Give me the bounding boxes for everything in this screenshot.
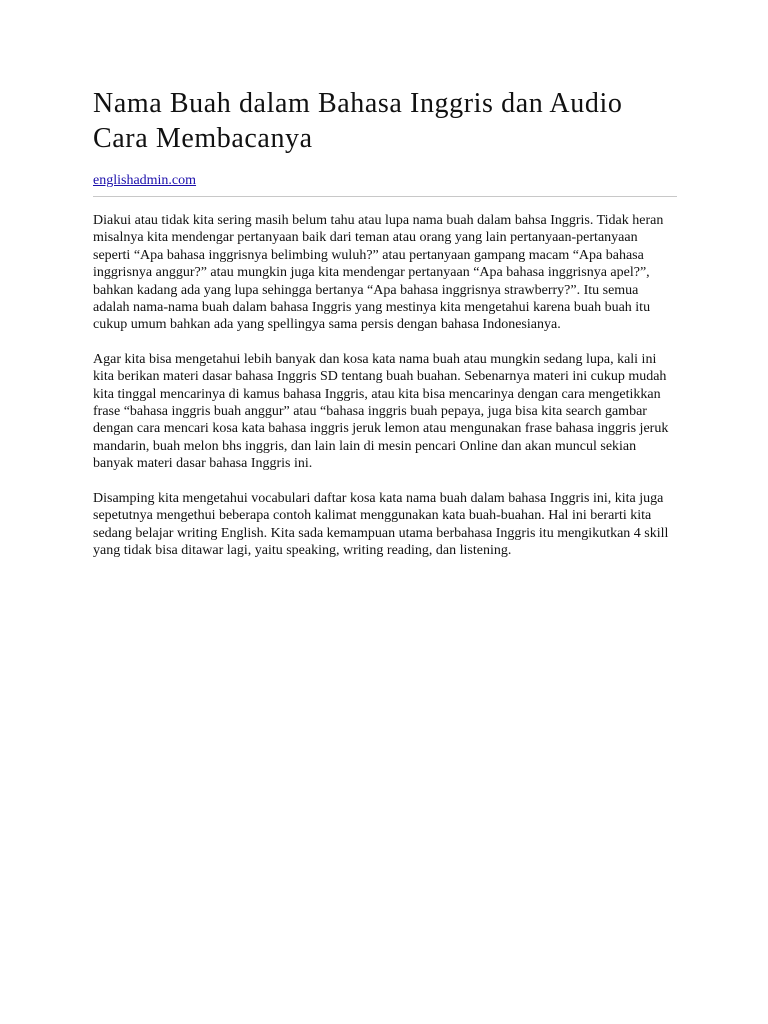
header-divider [93, 196, 677, 197]
paragraph-2: Agar kita bisa mengetahui lebih banyak dan kosa kata nama buah atau mungkin sedang lupa, kali ini kita berikan materi dasar bahasa Inggris SD tentang buah buahan. Sebenarnya materi ini cukup mudah kita tinggal mencarinya di kamus bahasa Inggris, atau kita bisa mencarinya dengan cara mengetikkan frase “bahasa inggris buah anggur” atau “bahasa inggris buah pepaya, juga bisa kita search gambar dengan cara mencari kosa kata bahasa inggris jeruk lemon atau mengunakan frase bahasa inggris jeruk mandarin, buah melon bhs inggris, dan lain lain di mesin pencari Online dan akan muncul sekian banyak materi dasar bahasa Inggris ini. [93, 351, 669, 472]
paragraph-1: Diakui atau tidak kita sering masih belum tahu atau lupa nama buah dalam bahsa Inggris. Tidak heran misalnya kita mendengar pertanyaan baik dari teman atau orang yang lain pertanyaan-pertanyaan seperti “Apa bahasa inggrisnya belimbing wuluh?” atau pertanyaan gampang macam “Apa bahasa inggrisnya anggur?” atau mungkin juga kita mendengar pertanyaan “Apa bahasa inggrisnya apel?”, bahkan kadang ada yang lupa sehingga bertanya “Apa bahasa inggrisnya strawberry?”. Itu semua adalah nama-nama buah dalam bahasa Inggris yang mestinya kita mengetahui karena buah buah itu cukup umum bahkan ada yang spellingya sama persis dengan bahasa Indonesianya. [93, 213, 664, 333]
article-body [93, 212, 677, 559]
article-title: Nama Buah dalam Bahasa Inggris dan Audio Cara Membacanya [93, 88, 623, 154]
paragraph-3: Disamping kita mengetahui vocabulari daftar kosa kata nama buah dalam bahasa Inggris ini, kita juga sepetutnya mengethui beberapa contoh kalimat menggunakan kata buah-buahan. Hal ini berarti kita sedang belajar writing English. Kita sada kemampuan utama berbahasa Inggris itu mengikutkan 4 skill yang tidak bisa ditawar lagi, yaitu speaking, writing reading, dan listening. [93, 490, 669, 558]
document-page [93, 86, 677, 559]
source-link[interactable]: englishadmin.com [93, 173, 197, 188]
